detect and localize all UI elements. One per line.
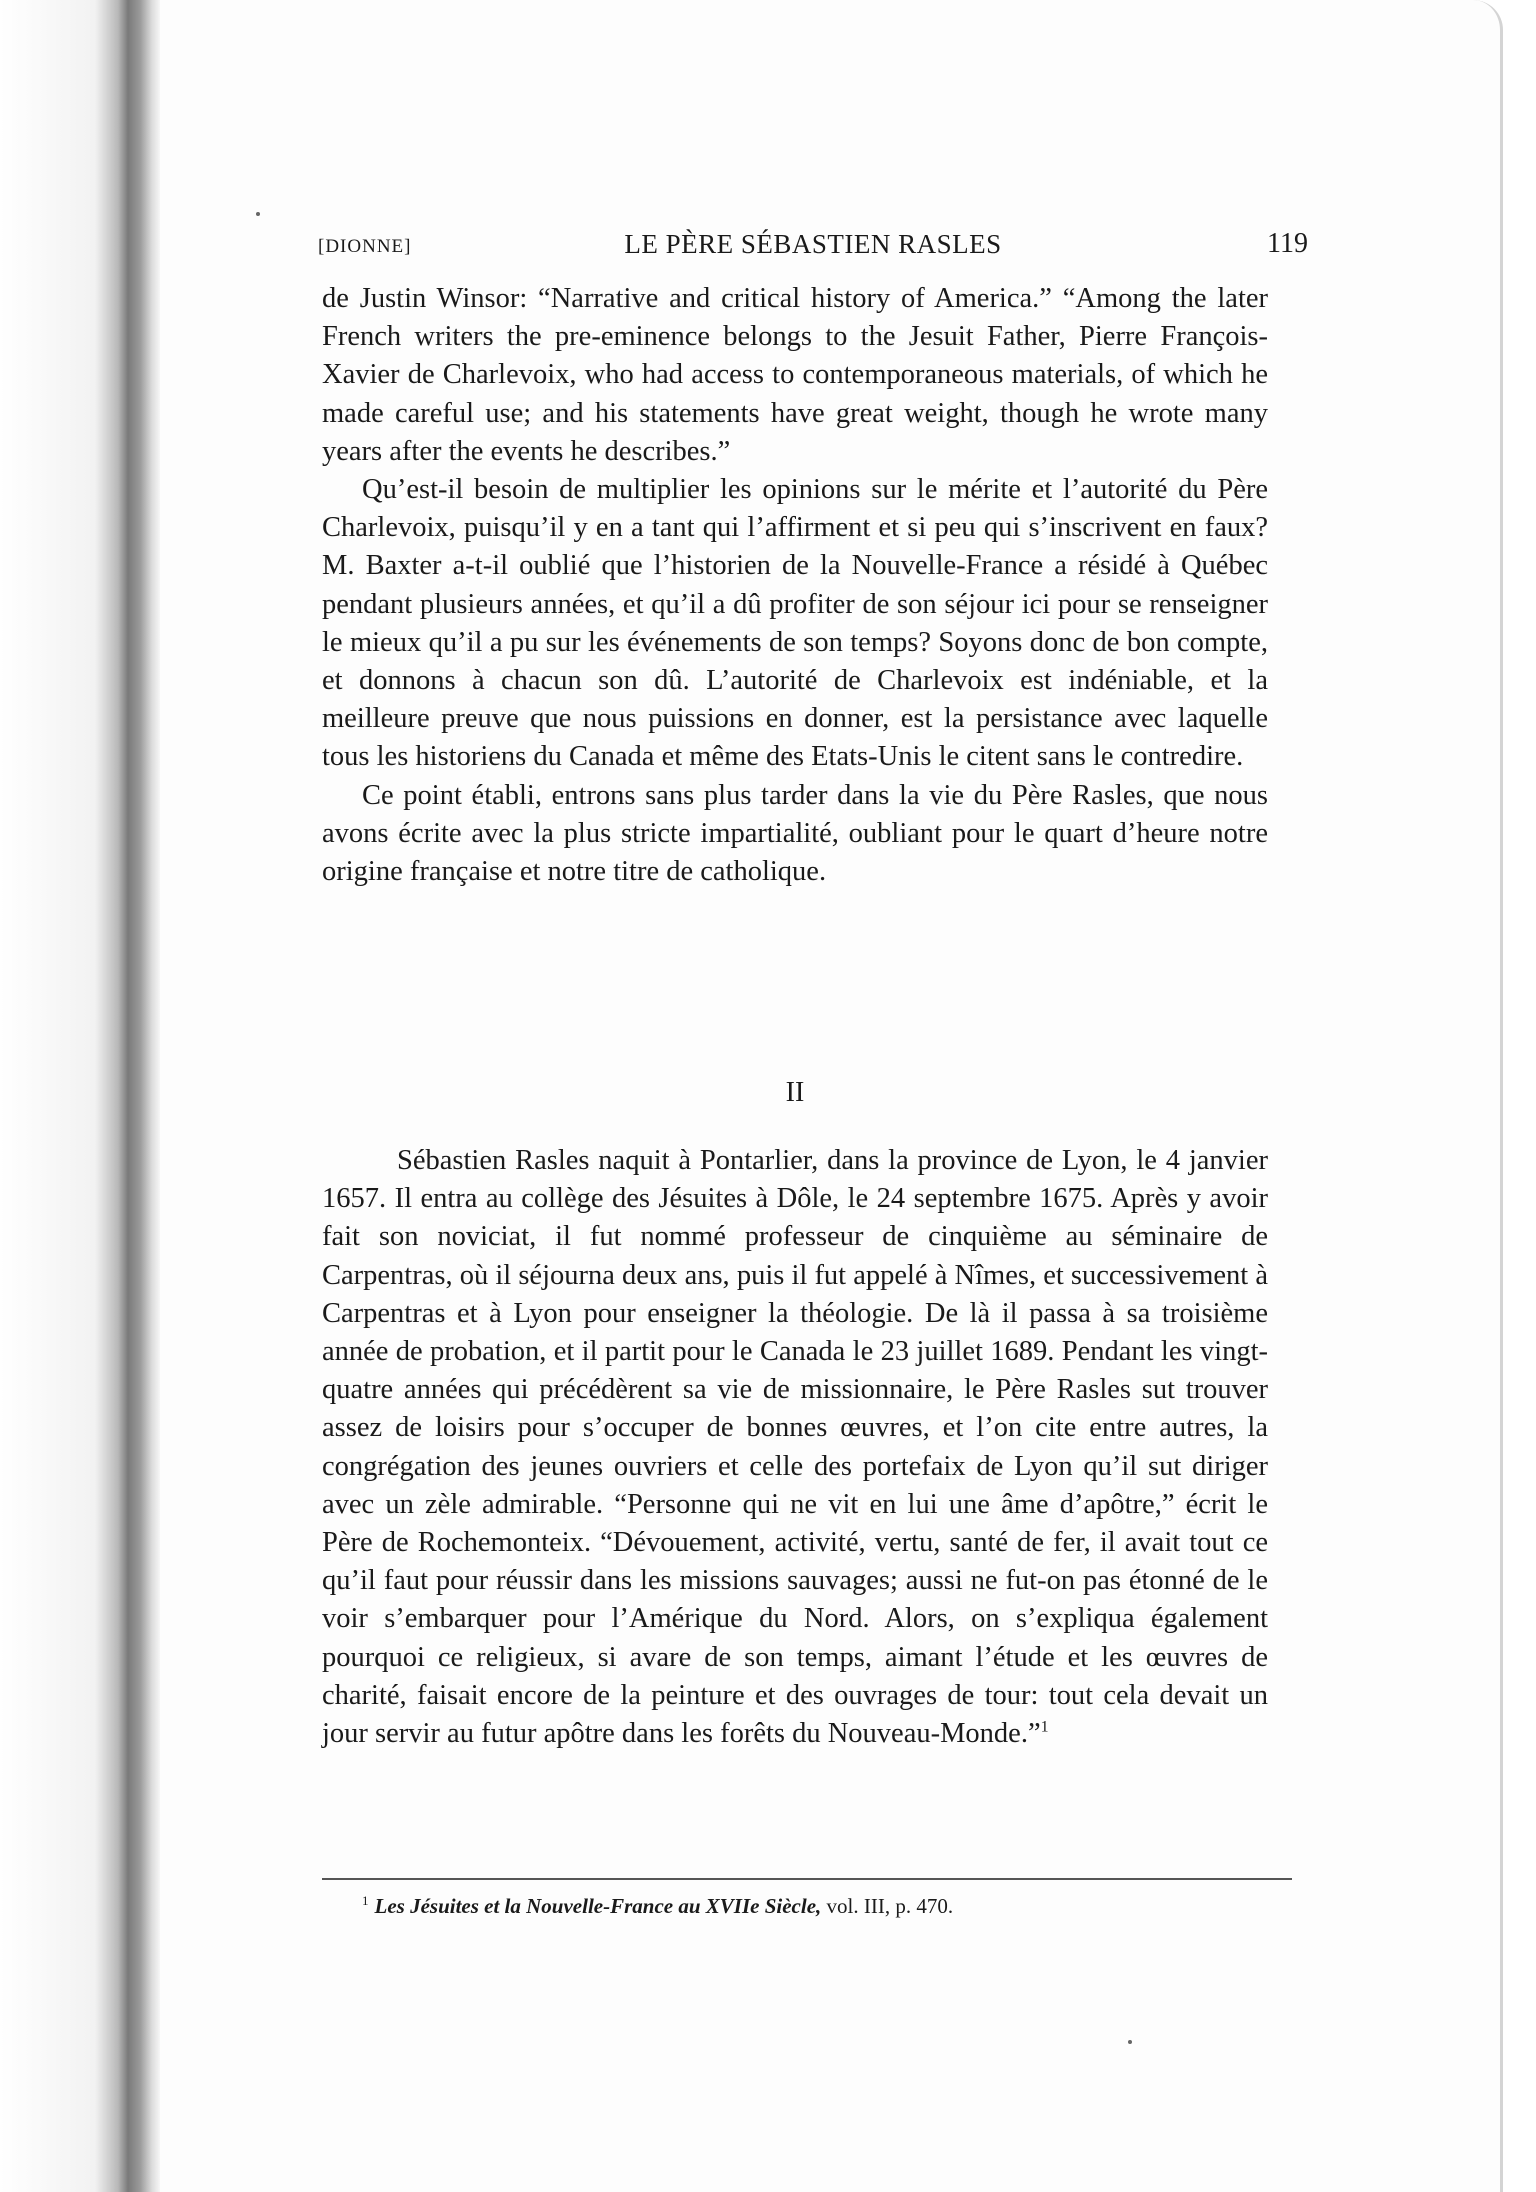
section-heading: II (785, 1077, 805, 1108)
footnote-title: Les Jésuites et la Nouvelle-France au XVIIe Siècle, (374, 1894, 822, 1918)
paragraph-biography (322, 1142, 1268, 1753)
footnote-mark: 1 (362, 1893, 369, 1908)
body-text (322, 280, 1268, 891)
section-text (322, 1142, 1268, 1753)
footnote-divider (322, 1878, 1292, 1880)
footnote-reference: 1 (1040, 1718, 1049, 1736)
footnote-reference-text: vol. III, p. 470. (826, 1894, 954, 1918)
paper-speck (256, 212, 260, 216)
running-head-title: LE PÈRE SÉBASTIEN RASLES (624, 229, 1002, 259)
paragraph-transition: Ce point établi, entrons sans plus tarder dans la vie du Père Rasles, que nous avons écrite avec la plus stricte impartialité, oubliant pour le quart d’heure notre origine française et notre titre de catholique. (322, 779, 1268, 888)
book-binding (0, 0, 160, 2192)
page-number: 119 (1267, 228, 1308, 259)
paragraph-charlevoix: Qu’est-il besoin de multiplier les opinions sur le mérite et l’autorité du Père Charlevoix, puisqu’il y en a tant qui l’affirment et si peu qui s’inscrivent en faux? M. Baxter a-t-il oublié que l’historien de la Nouvelle-France a résidé à Québec pendant plusieurs années, et qu’il a dû profiter de son séjour ici pour se renseigner le mieux qu’il a pu sur les événements de son temps? Soyons donc de bon compte, et donnons à chacun son dû. L’autorité de Charlevoix est indéniable, et la meilleure preuve que nous puissions en donner, est la persistance avec laquelle tous les historiens du Canada et même des Etats-Unis le citent sans le contredire. (322, 474, 1268, 773)
running-head-author: [DIONNE] (318, 236, 412, 257)
paragraph-biography-text: Sébastien Rasles naquit à Pontarlier, dans la province de Lyon, le 4 janvier 1657. Il entra au collège des Jésuites à Dôle, le 24 septembre 1675. Après y avoir fait son noviciat, il fut nommé professeur de cinquième au séminaire de Carpentras, où il séjourna deux ans, puis il fut appelé à Nîmes, et successivement à Carpentras et à Lyon pour enseigner la théologie. De là il passa à sa troisième année de probation, et il partit pour le Canada le 23 juillet 1689. Pendant les vingt-quatre années qui précédèrent sa vie de missionnaire, le Père Rasles sut trouver assez de loisirs pour s’occuper de bonnes œuvres, et l’on cite entre autres, la congrégation des jeunes ouvriers et celle des portefaix de Lyon qu’il sut diriger avec un zèle admirable. “Personne qui ne vit en lui une âme d’apôtre,” écrit le Père de Rochemonteix. “Dévouement, activité, vertu, santé de fer, il avait tout ce qu’il faut pour réussir dans les missions sauvages; aussi ne fut-on pas étonné de le voir s’embarquer pour l’Amérique du Nord. Alors, on s’expliqua également pourquoi ce religieux, si avare de son temps, aimant l’étude et les œuvres de charité, faisait encore de la peinture et des ouvrages de tour: tout cela devait un jour servir au futur apôtre dans les forêts du Nouveau-Monde.” (322, 1145, 1268, 1750)
running-head (318, 224, 1308, 264)
paragraph-quote: de Justin Winsor: “Narrative and critical history of America.” “Among the later French writers the pre-eminence belongs to the Jesuit Father, Pierre François-Xavier de Charlevoix, who had access to contemporaneous materials, of which he made careful use; and his statements have great weight, though he wrote many years after the events he describes.” (322, 283, 1268, 467)
paper-speck (1128, 2040, 1132, 2044)
footnote (362, 1894, 1292, 1919)
page-margin (1503, 0, 1536, 2192)
